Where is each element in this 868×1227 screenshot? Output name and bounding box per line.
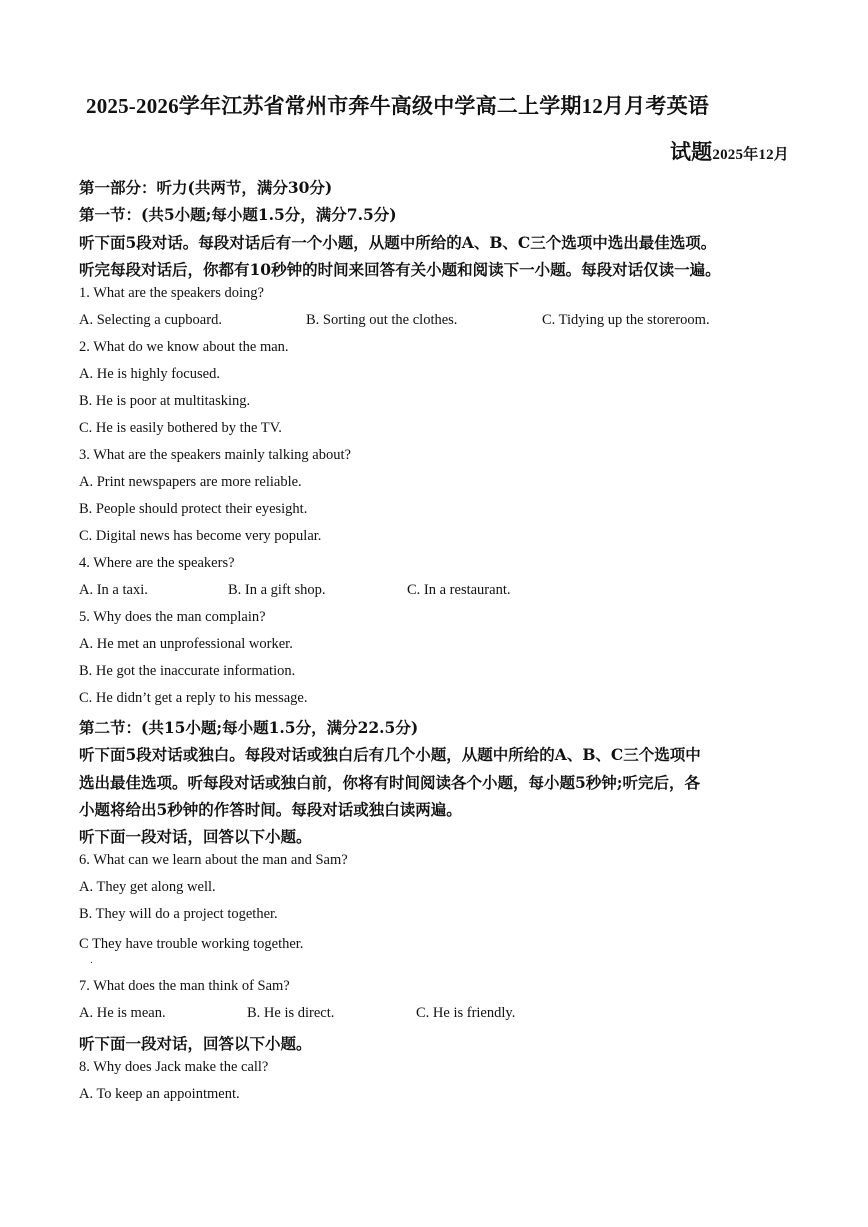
q6-stem: 6. What can we learn about the man and Sam? — [79, 852, 348, 868]
q1-option-b: B. Sorting out the clothes. — [306, 312, 458, 328]
q4-option-a: A. In a taxi. — [79, 582, 148, 598]
q4-option-c: C. In a restaurant. — [407, 582, 511, 598]
q5-option-b: B. He got the inaccurate information. — [79, 663, 296, 679]
q4-stem: 4. Where are the speakers? — [79, 555, 235, 571]
section2-instruction-3: 小题将给出5秒钟的作答时间。每段对话或独白读两遍。 — [79, 800, 462, 819]
q8-stem: 8. Why does Jack make the call? — [79, 1059, 269, 1075]
q8-option-a: A. To keep an appointment. — [79, 1086, 240, 1102]
q5-option-c: C. He didn’t get a reply to his message. — [79, 690, 308, 706]
q3-option-c: C. Digital news has become very popular. — [79, 528, 322, 544]
q2-option-a: A. He is highly focused. — [79, 366, 220, 382]
q3-stem: 3. What are the speakers mainly talking about? — [79, 447, 351, 463]
section1-instruction-1: 听下面5段对话。每段对话后有一个小题，从题中所给的A、B、C三个选项中选出最佳选项。 — [79, 233, 717, 252]
q6-option-c: C They have trouble working together. — [79, 936, 304, 952]
subsection-heading-1: 听下面一段对话，回答以下小题。 — [79, 827, 312, 846]
section1-heading: 第一节：(共5小题;每小题1.5分，满分7.5分) — [79, 205, 397, 224]
q7-option-a: A. He is mean. — [79, 1005, 166, 1021]
q7-option-c: C. He is friendly. — [416, 1005, 516, 1021]
subsection-heading-2: 听下面一段对话，回答以下小题。 — [79, 1034, 312, 1053]
page-title-line2 — [670, 136, 789, 166]
section2-instruction-2: 选出最佳选项。听每段对话或独白前，你将有时间阅读各个小题，每小题5秒钟;听完后，各 — [79, 773, 701, 792]
page-title-line1: 2025-2026学年江苏省常州市奔牛高级中学高二上学期12月月考英语 — [86, 94, 709, 118]
q4-option-b: B. In a gift shop. — [228, 582, 326, 598]
section1-instruction-2: 听完每段对话后，你都有10秒钟的时间来回答有关小题和阅读下一小题。每段对话仅读一遍。 — [79, 260, 721, 279]
q5-option-a: A. He met an unprofessional worker. — [79, 636, 293, 652]
section2-instruction-1: 听下面5段对话或独白。每段对话或独白后有几个小题，从题中所给的A、B、C三个选项中 — [79, 745, 701, 764]
stray-dot: . — [90, 956, 93, 966]
q7-option-b: B. He is direct. — [247, 1005, 335, 1021]
title-suffix: 试题 — [669, 140, 713, 164]
q3-option-b: B. People should protect their eyesight. — [79, 501, 308, 517]
q7-stem: 7. What does the man think of Sam? — [79, 978, 290, 994]
q2-option-b: B. He is poor at multitasking. — [79, 393, 251, 409]
q5-stem: 5. Why does the man complain? — [79, 609, 266, 625]
title-date: 2025年12月 — [712, 147, 789, 163]
q2-stem: 2. What do we know about the man. — [79, 339, 289, 355]
q2-option-c: C. He is easily bothered by the TV. — [79, 420, 282, 436]
q6-option-b: B. They will do a project together. — [79, 906, 278, 922]
q3-option-a: A. Print newspapers are more reliable. — [79, 474, 302, 490]
q1-stem: 1. What are the speakers doing? — [79, 285, 264, 301]
section2-heading: 第二节：(共15小题;每小题1.5分，满分22.5分) — [79, 718, 419, 737]
q1-option-c: C. Tidying up the storeroom. — [542, 312, 710, 328]
part1-heading: 第一部分：听力(共两节，满分30分) — [79, 178, 333, 197]
q6-option-a: A. They get along well. — [79, 879, 216, 895]
q1-option-a: A. Selecting a cupboard. — [79, 312, 222, 328]
